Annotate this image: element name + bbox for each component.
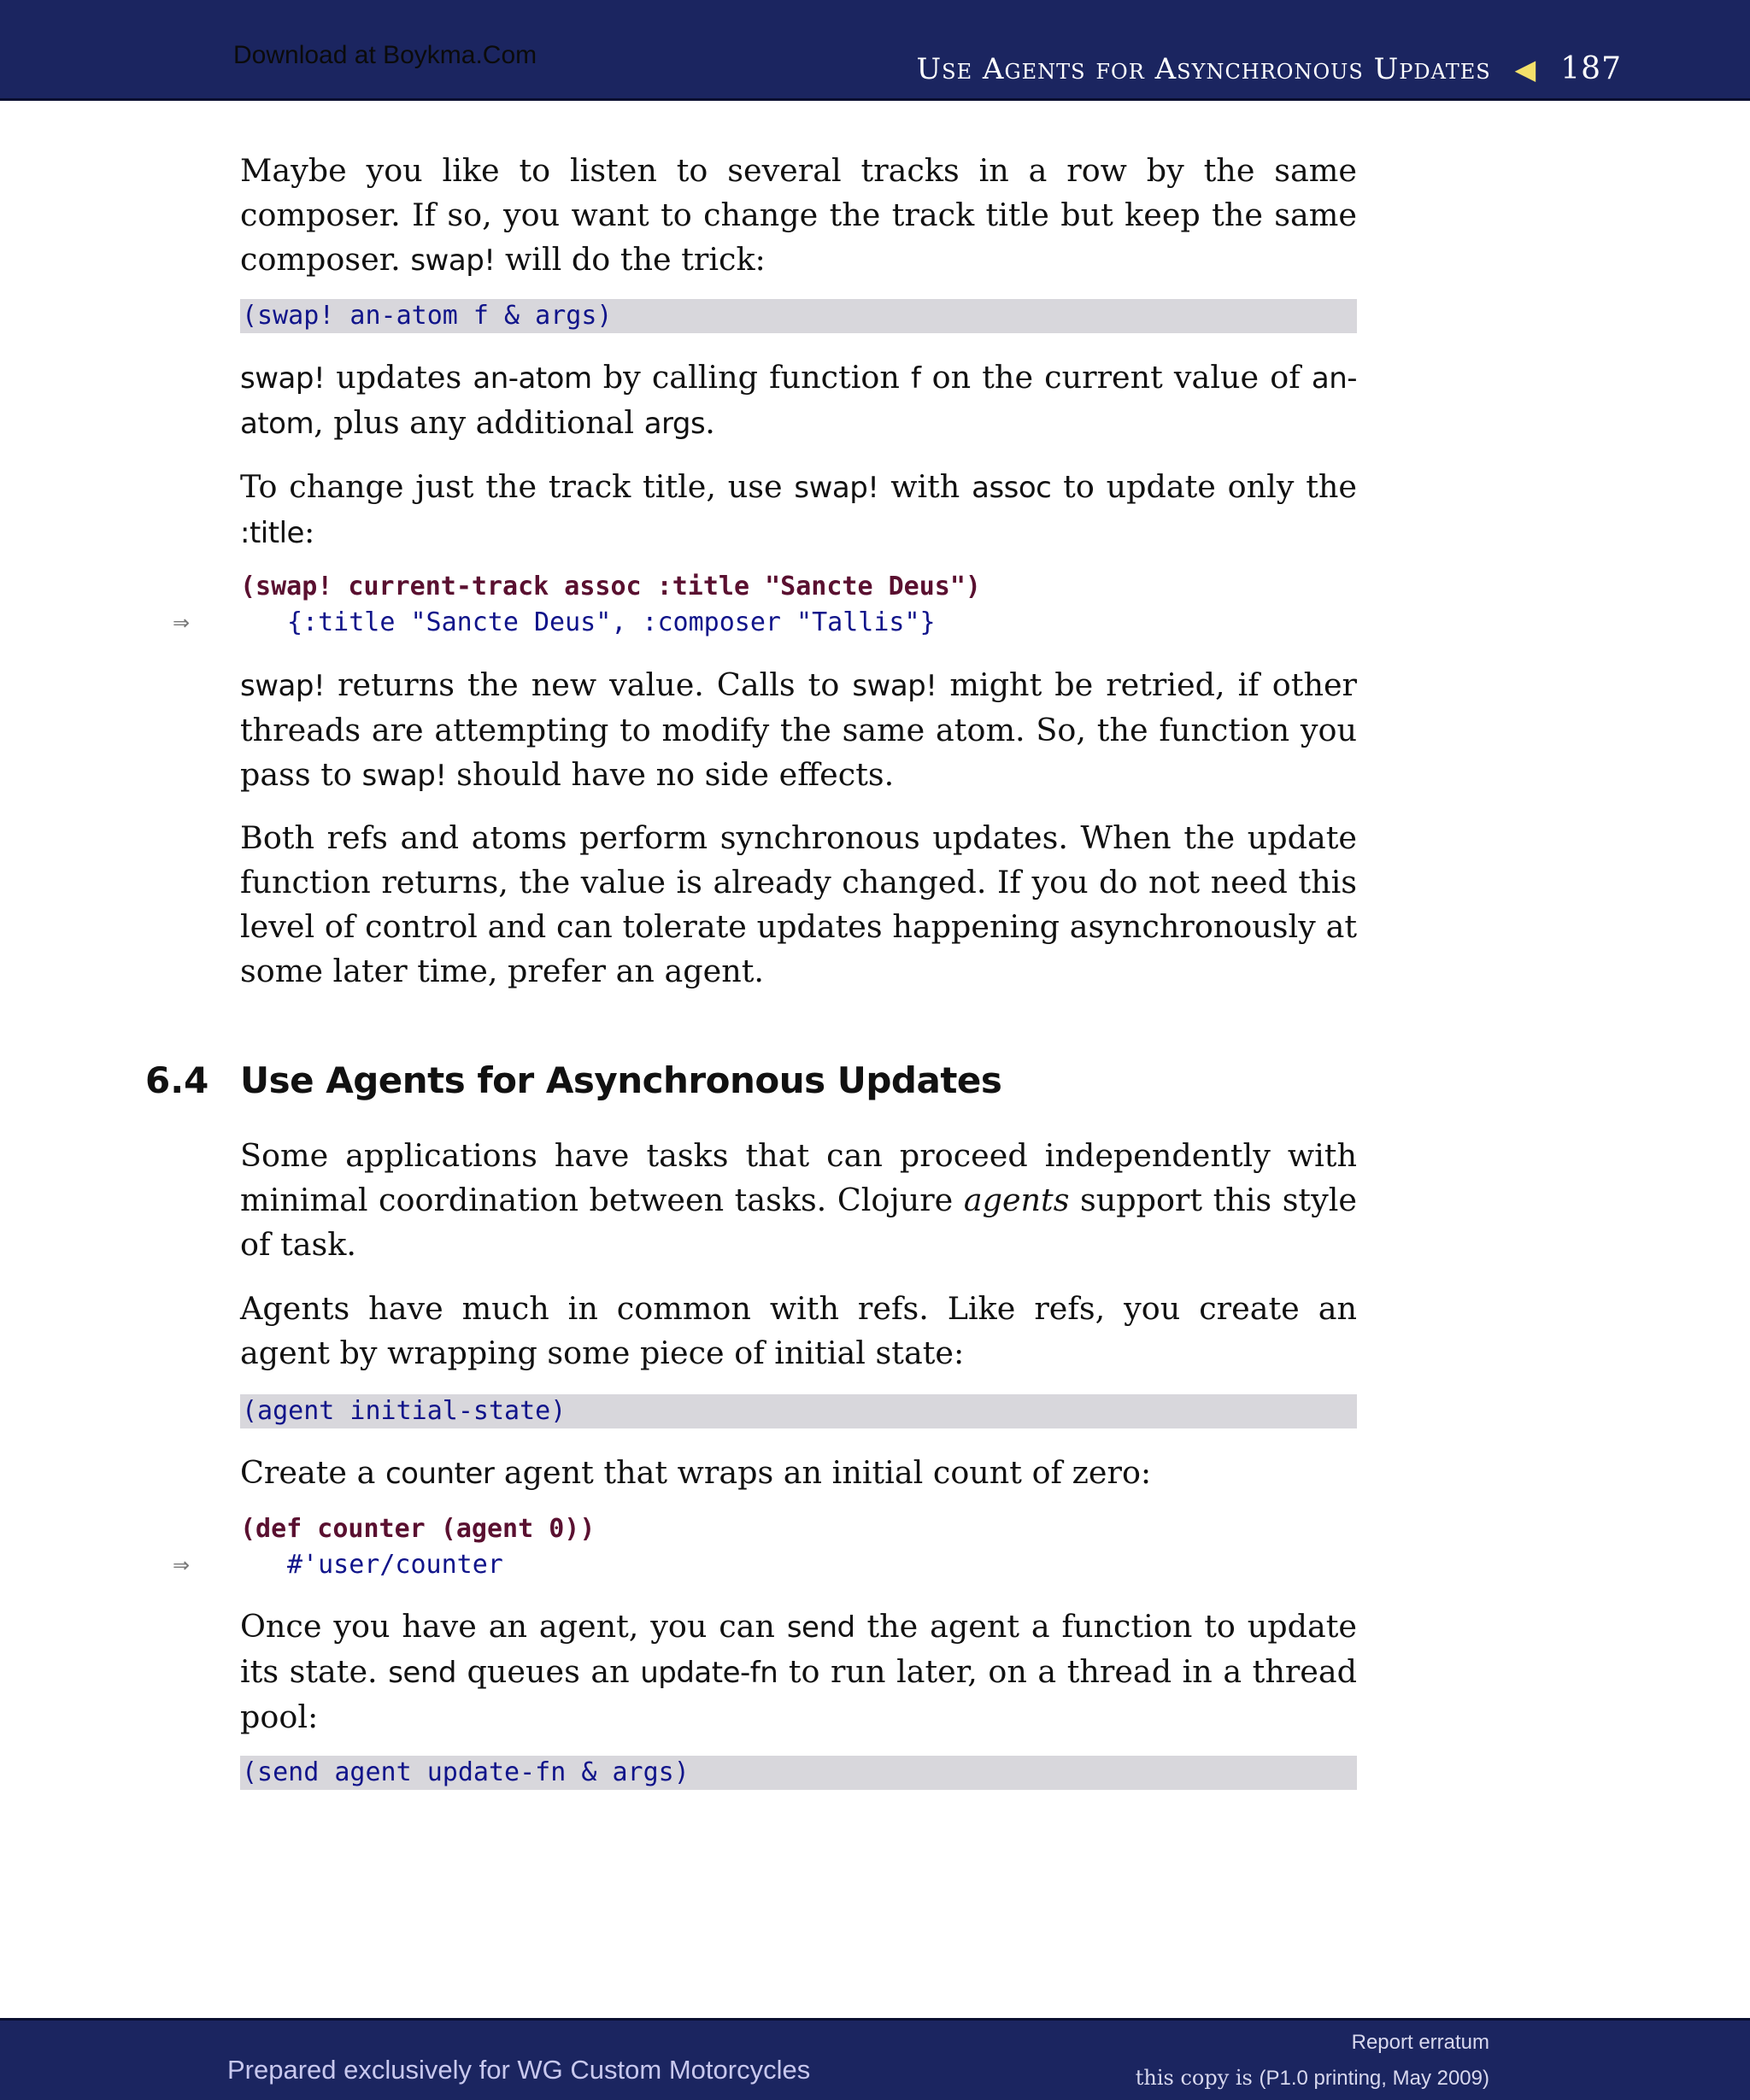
text: , plus any additional bbox=[314, 404, 644, 441]
text: . bbox=[705, 404, 715, 441]
back-arrow-icon[interactable]: ◀ bbox=[1514, 52, 1537, 85]
inline-code: an-atom bbox=[473, 361, 592, 396]
text: should have no side effects. bbox=[446, 756, 895, 793]
text: to update only the bbox=[1051, 468, 1357, 505]
text: support this style of task. bbox=[240, 1182, 1357, 1263]
text: might be retried, if other threads are attempting to modify the same atom. So, the function you pass to bbox=[240, 666, 1358, 793]
section-title: Use Agents for Asynchronous Updates bbox=[240, 1059, 1002, 1101]
page-header bbox=[0, 0, 1750, 101]
page-number: 187 bbox=[1560, 51, 1622, 86]
paragraph-swap-intro bbox=[240, 149, 1357, 283]
inline-code: send bbox=[786, 1610, 855, 1645]
prepared-for-text: Prepared exclusively for WG Custom Motorcycles bbox=[227, 2055, 811, 2085]
result-arrow-icon: ⇒ bbox=[173, 611, 191, 635]
text: Maybe you like to listen to several tracks in a row by the same composer. If so, you want to change the track title but keep the same composer. bbox=[240, 152, 1357, 278]
code-send-signature: (send agent update-fn & args) bbox=[240, 1756, 1357, 1790]
code-swap-example-output: {:title "Sancte Deus", :composer "Tallis"} bbox=[287, 607, 936, 637]
paragraph-agents-intro bbox=[240, 1134, 1357, 1267]
text: : bbox=[303, 513, 315, 550]
text: Create a bbox=[240, 1454, 385, 1491]
text: with bbox=[878, 468, 972, 505]
inline-code: f bbox=[911, 361, 921, 396]
inline-code: swap! bbox=[240, 669, 326, 703]
text: on the current value of bbox=[920, 359, 1312, 396]
inline-code: swap! bbox=[410, 243, 496, 278]
inline-code: args bbox=[643, 407, 706, 441]
paragraph-refs-atoms bbox=[240, 816, 1357, 994]
code-def-counter-input: (def counter (agent 0)) bbox=[240, 1514, 596, 1544]
paragraph-agents-refs bbox=[240, 1287, 1357, 1376]
inline-code: swap! bbox=[794, 471, 879, 505]
text: Once you have an agent, you can bbox=[240, 1608, 787, 1645]
paragraph-send bbox=[240, 1604, 1357, 1739]
text: Agents have much in common with refs. Like refs, you create an agent by wrapping some piece of initial state: bbox=[240, 1290, 1357, 1371]
text: Some applications have tasks that can proceed independently with minimal coordination between tasks. Clojure bbox=[240, 1137, 1357, 1218]
section-number: 6.4 bbox=[145, 1059, 209, 1101]
text: queues an bbox=[455, 1653, 641, 1690]
inline-code: send bbox=[388, 1656, 456, 1690]
text: will do the trick: bbox=[495, 241, 766, 278]
inline-code: :title bbox=[240, 516, 304, 550]
inline-code: counter bbox=[385, 1457, 495, 1491]
emphasis: agents bbox=[963, 1182, 1070, 1218]
text: agent that wraps an initial count of zero: bbox=[494, 1454, 1152, 1491]
paragraph-change-title bbox=[240, 465, 1357, 555]
inline-code: swap! bbox=[852, 669, 937, 703]
result-arrow-icon: ⇒ bbox=[173, 1553, 191, 1577]
code-def-counter-output: #'user/counter bbox=[287, 1550, 503, 1580]
download-watermark: Download at Boykma.Com bbox=[233, 41, 537, 69]
code-swap-signature: (swap! an-atom f & args) bbox=[240, 299, 1357, 333]
copy-info bbox=[1136, 2066, 1489, 2091]
report-erratum-link[interactable]: Report erratum bbox=[1351, 2031, 1489, 2054]
inline-code: swap! bbox=[240, 361, 326, 396]
printing-info: (P1.0 printing, May 2009) bbox=[1259, 2067, 1489, 2090]
code-swap-example-input: (swap! current-track assoc :title "Sancte Deus") bbox=[240, 572, 981, 601]
page-footer bbox=[0, 2018, 1750, 2100]
inline-code: update-fn bbox=[640, 1656, 778, 1690]
running-title: Use Agents for Asynchronous Updates bbox=[916, 51, 1491, 86]
inline-code: swap! bbox=[361, 759, 447, 793]
paragraph-create-counter bbox=[240, 1451, 1357, 1496]
text: by calling function bbox=[591, 359, 912, 396]
text: to run later, on a thread in a thread pool: bbox=[240, 1653, 1358, 1735]
text: returns the new value. Calls to bbox=[325, 666, 853, 703]
inline-code: assoc bbox=[972, 471, 1052, 505]
paragraph-swap-explanation bbox=[240, 355, 1357, 446]
text: Both refs and atoms perform synchronous updates. When the update function returns, the value is already changed. If you do not need this level of control and can tolerate updates happening asynchronously at some later time, prefer an agent. bbox=[240, 819, 1357, 989]
copy-prefix: this copy is bbox=[1135, 2066, 1260, 2090]
text: To change just the track title, use bbox=[240, 468, 795, 505]
code-agent-signature: (agent initial-state) bbox=[240, 1394, 1357, 1428]
paragraph-swap-returns bbox=[240, 663, 1357, 798]
running-header bbox=[916, 51, 1622, 86]
text: the agent a function to update its state. bbox=[240, 1608, 1357, 1690]
inline-code: an-atom bbox=[240, 361, 1358, 441]
text: updates bbox=[325, 359, 473, 396]
